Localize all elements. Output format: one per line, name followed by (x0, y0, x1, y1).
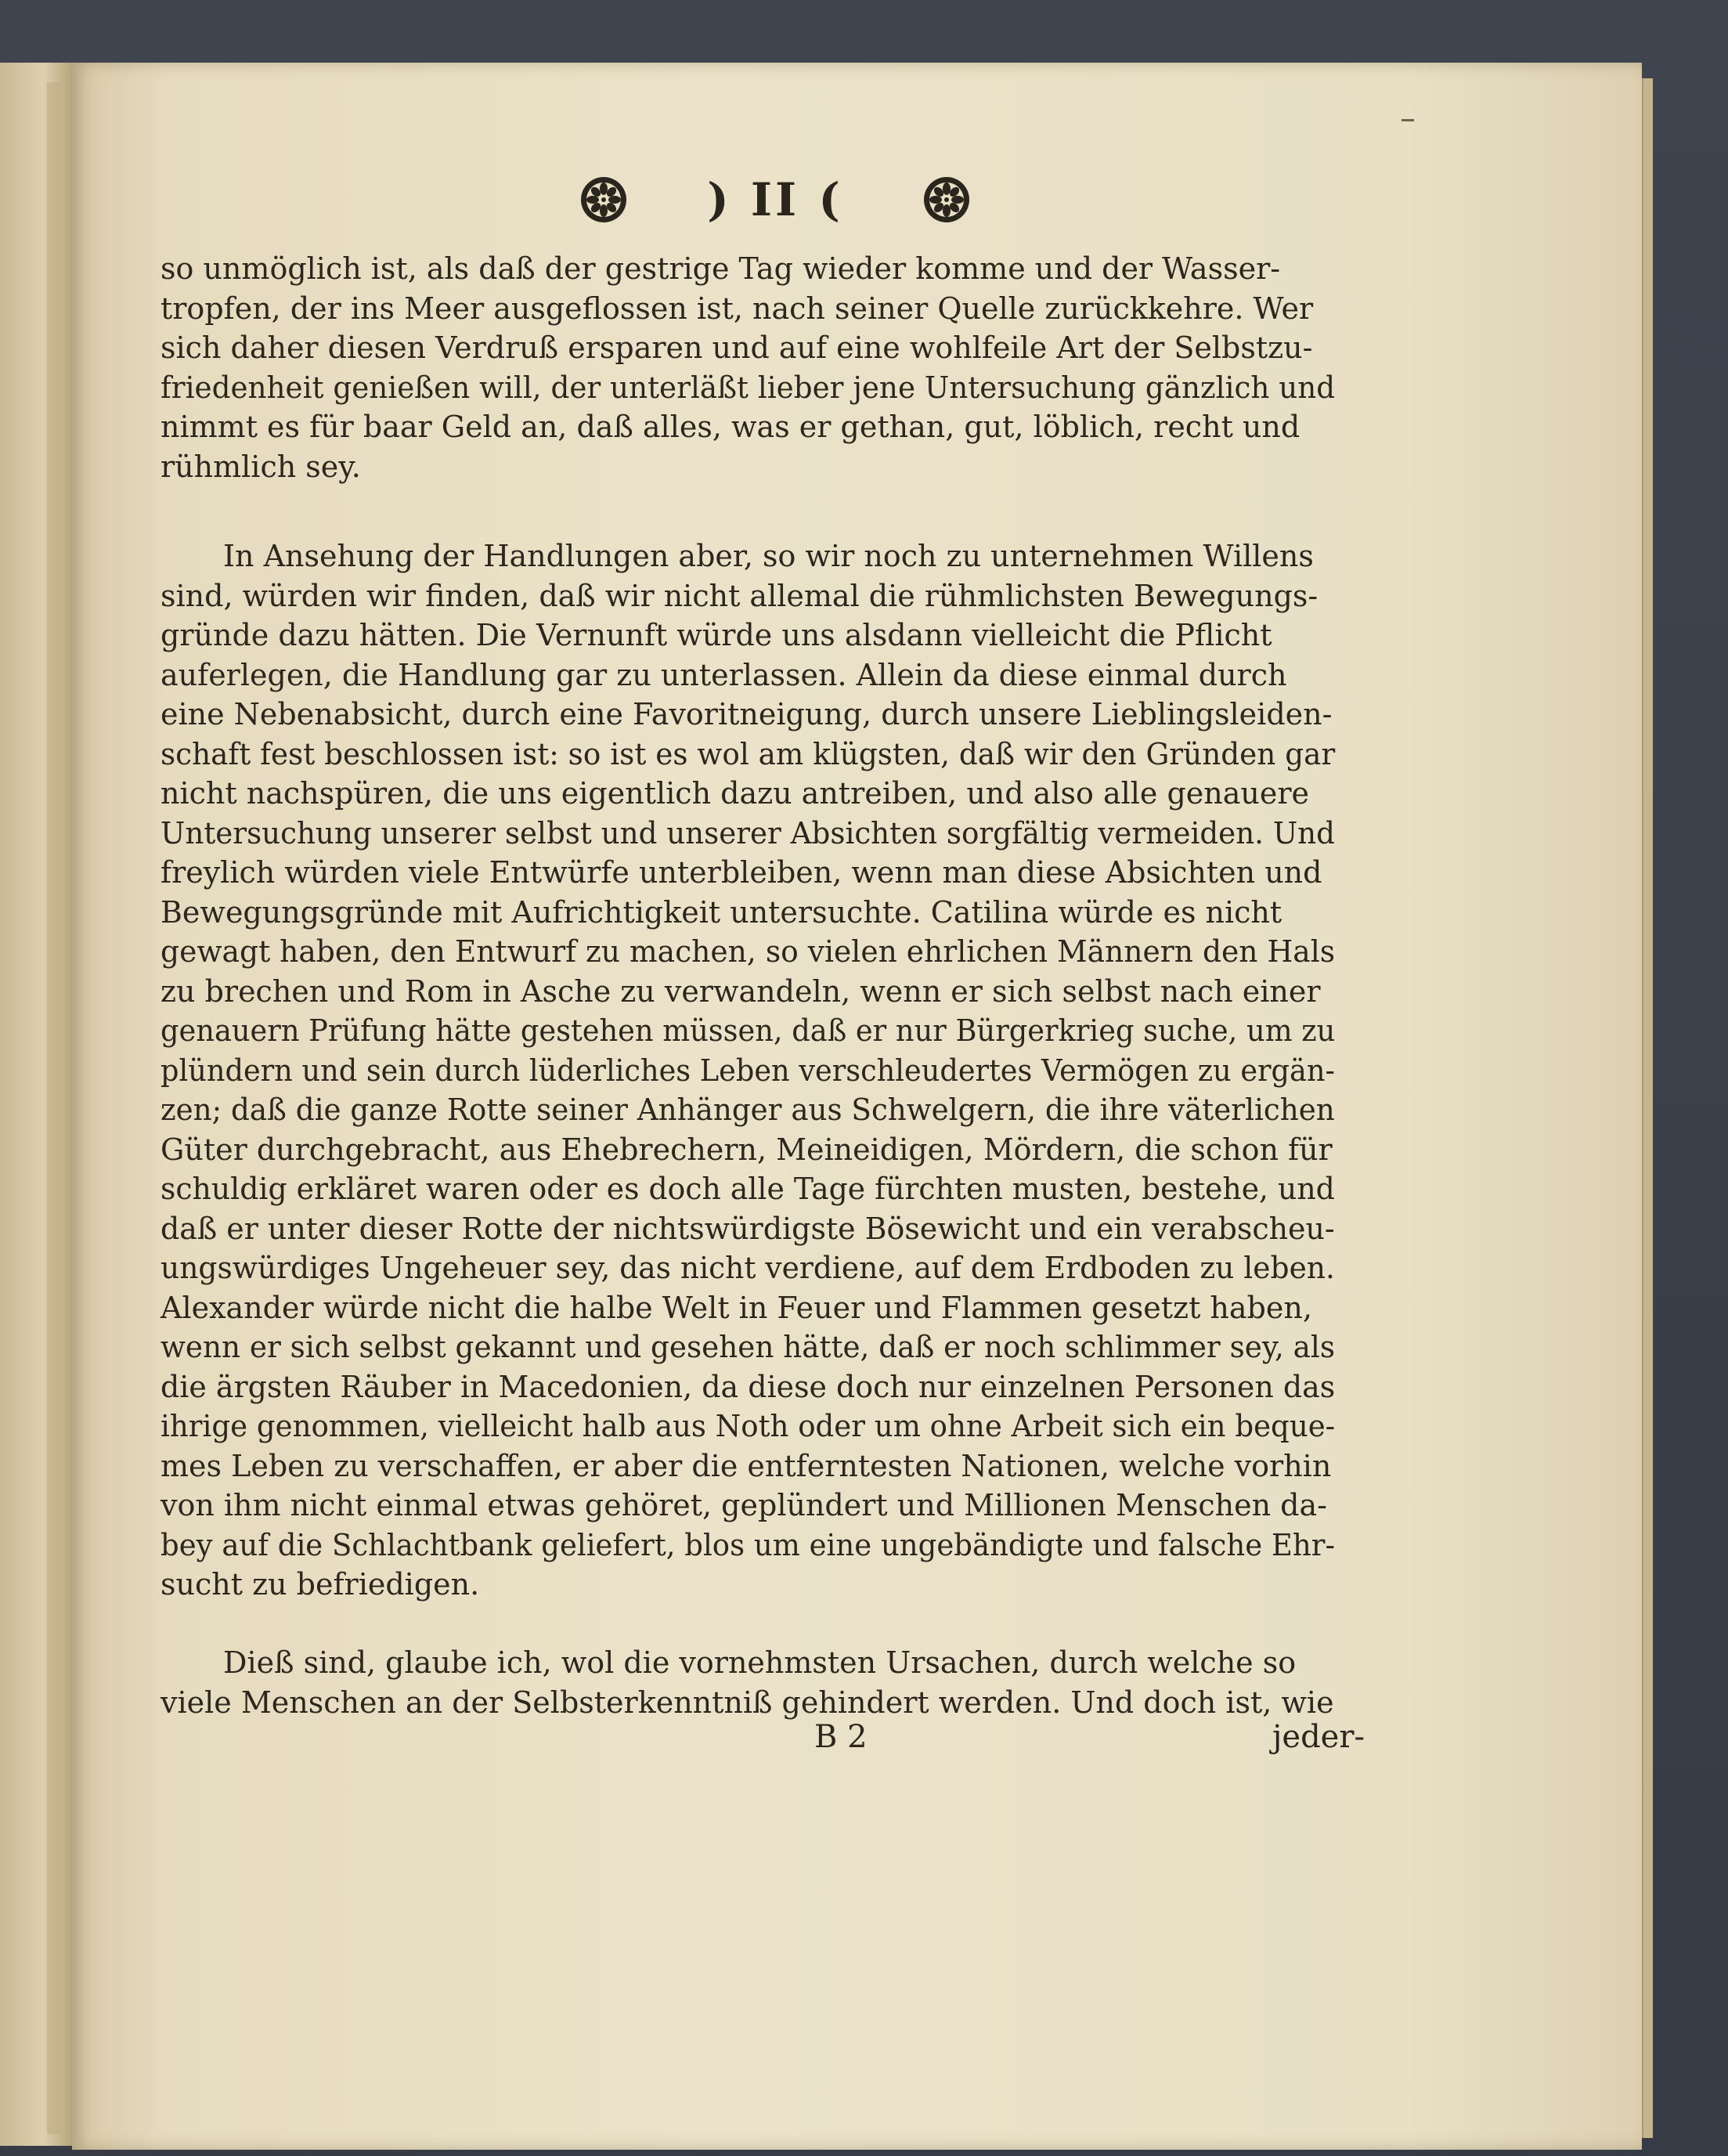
page-header (579, 168, 971, 231)
text-line: tropfen, der ins Meer ausgeflossen ist, nach seiner Quelle zurückkehre. Wer (161, 291, 1314, 326)
text-line: so unmöglich ist, als daß der gestrige Tag wieder komme und der Wasser- (161, 251, 1281, 286)
text-line: mes Leben zu verschaffen, er aber die entferntesten Nationen, welche vorhin (161, 1448, 1332, 1483)
text-line: sucht zu befriedigen. (161, 1567, 480, 1602)
page-number: ) II ( (707, 173, 843, 226)
text-line: ihrige genommen, vielleicht halb aus Noth oder um ohne Arbeit sich ein beque- (161, 1409, 1336, 1443)
text-line: sind, würden wir finden, daß wir nicht allemal die rühmlichsten Bewegungs- (161, 578, 1319, 613)
text-line: gründe dazu hätten. Die Vernunft würde uns alsdann vielleicht die Pflicht (161, 618, 1272, 652)
text-line: auferlegen, die Handlung gar zu unterlassen. Allein da diese einmal durch (161, 657, 1287, 692)
text-line: rühmlich sey. (161, 449, 361, 484)
paragraph-2 (161, 536, 1335, 1605)
text-line: daß er unter dieser Rotte der nichtswürdigste Bösewicht und ein verabscheu- (161, 1211, 1335, 1246)
text-line: freylich würden viele Entwürfe unterbleiben, wenn man diese Absichten und (161, 855, 1322, 890)
text-line: viele Menschen an der Selbsterkenntniß gehindert werden. Und doch ist, wie (161, 1685, 1334, 1720)
left-page-shadow (47, 82, 61, 2134)
text-line: Alexander würde nicht die halbe Welt in Feuer und Flammen gesetzt haben, (161, 1290, 1312, 1325)
text-line: nimmt es für baar Geld an, daß alles, was er gethan, gut, löblich, recht und (161, 410, 1301, 444)
left-page-edge (0, 63, 74, 2146)
rosette-ornament-icon (922, 175, 971, 224)
text-line: zu brechen und Rom in Asche zu verwandeln, wenn er sich selbst nach einer (161, 973, 1321, 1009)
catchword: jeder- (1272, 1719, 1365, 1755)
text-line: bey auf die Schlachtbank geliefert, blos um eine ungebändigte und falsche Ehr- (161, 1527, 1336, 1562)
text-line: sich daher diesen Verdruß ersparen und auf eine wohlfeile Art der Selbstzu- (161, 330, 1313, 365)
text-line: die ärgsten Räuber in Macedonien, da diese doch nur einzelnen Personen das (161, 1369, 1336, 1404)
text-line: Untersuchung unserer selbst und unserer Absichten sorgfältig vermeiden. Und (161, 815, 1335, 850)
text-line: In Ansehung der Handlungen aber, so wir noch zu unternehmen Willens (223, 539, 1314, 573)
paragraph-1 (161, 249, 1335, 486)
page-edge (1642, 78, 1653, 2138)
text-line: gewagt haben, den Entwurf zu machen, so vielen ehrlichen Männern den Hals (161, 934, 1336, 969)
text-line: plündern und sein durch lüderliches Leben verschleudertes Vermögen zu ergän- (161, 1053, 1335, 1088)
text-line: von ihm nicht einmal etwas gehöret, geplündert und Millionen Menschen da- (161, 1488, 1327, 1522)
text-line: nicht nachspüren, die uns eigentlich dazu antreiben, und also alle genauere (161, 776, 1310, 811)
signature-mark: B 2 (814, 1719, 868, 1755)
paragraph-3 (161, 1643, 1335, 1722)
text-line: schaft fest beschlossen ist: so ist es wol am klügsten, daß wir den Gründen gar (161, 736, 1336, 771)
text-line: Bewegungsgründe mit Aufrichtigkeit untersuchte. Catilina würde es nicht (161, 894, 1282, 930)
text-line: friedenheit genießen will, der unterläßt lieber jene Untersuchung gänzlich und (161, 370, 1336, 405)
text-line: Güter durchgebracht, aus Ehebrechern, Meineidigen, Mördern, die schon für (161, 1132, 1333, 1167)
rosette-ornament-icon (579, 175, 628, 224)
text-line: genauern Prüfung hätte gestehen müssen, daß er nur Bürgerkrieg suche, um zu (161, 1013, 1336, 1048)
text-line: wenn er sich selbst gekannt und gesehen hätte, daß er noch schlimmer sey, als (161, 1330, 1336, 1364)
margin-mark (1402, 119, 1414, 121)
text-line: eine Nebenabsicht, durch eine Favoritneigung, durch unsere Lieblingsleiden- (161, 697, 1333, 731)
text-line: zen; daß die ganze Rotte seiner Anhänger aus Schwelgern, die ihre väterlichen (161, 1092, 1335, 1127)
text-line: Dieß sind, glaube ich, wol die vornehmsten Ursachen, durch welche so (223, 1645, 1297, 1680)
text-line: schuldig erkläret waren oder es doch alle Tage fürchten musten, bestehe, und (161, 1172, 1335, 1206)
text-line: ungswürdiges Ungeheuer sey, das nicht verdiene, auf dem Erdboden zu leben. (161, 1251, 1335, 1285)
